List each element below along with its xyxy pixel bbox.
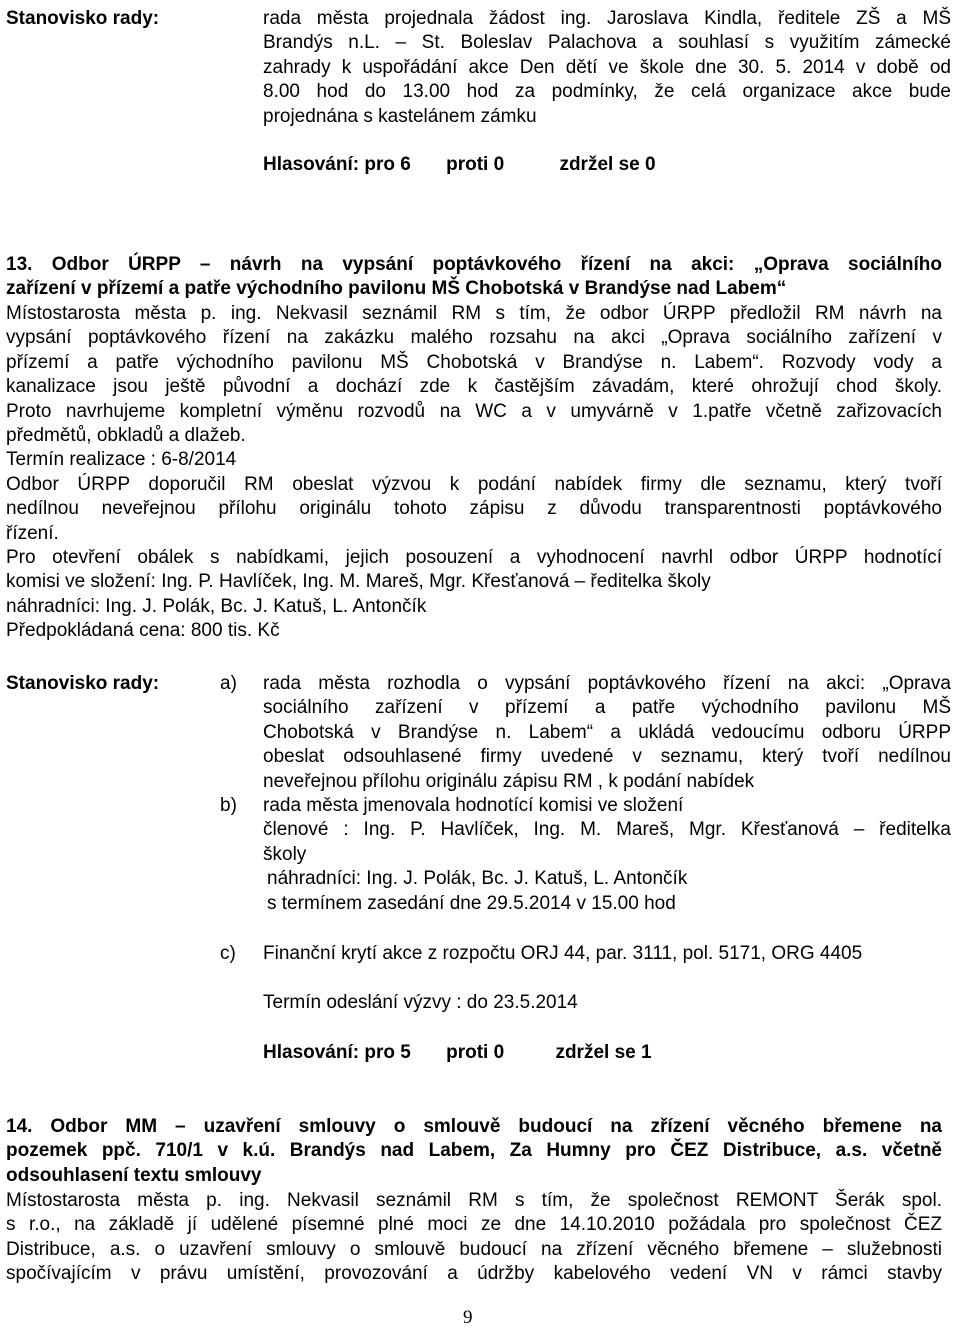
text-line: projednána s kastelánem zámku — [263, 105, 537, 127]
text-line: zahrady k uspořádání akce Den dětí ve škole dne 30. 5. 2014 v době od — [263, 56, 951, 78]
text-line: náhradníci: Ing. J. Polák, Bc. J. Katuš, L. Antončík — [267, 868, 688, 890]
point-b-marker: b) — [220, 795, 237, 816]
text-line: sociálního zařízení v přízemí a patře východního pavilonu MŠ — [263, 697, 951, 719]
text-line: Termín realizace : 6-8/2014 — [6, 449, 237, 471]
stanovisko-text-1 — [263, 7, 951, 129]
text-line: nedílnou neveřejnou přílohu originálu tohoto zápisu z důvodu transparentnosti poptávkového — [6, 498, 942, 520]
text-line: spočívajícím v právu umístění, provozování a údržby kabelového vedení VN v rámci stavby — [6, 1263, 942, 1285]
vote-pro: pro 6 — [364, 154, 411, 175]
text-line: 8.00 hod do 13.00 hod za podmínky, že celá organizace akce bude — [263, 81, 951, 103]
text-line: s r.o., na základě jí udělené písemné plné moci ze dne 14.10.2010 požádala pro společnost ČEZ — [6, 1214, 942, 1236]
item-14-title — [6, 1115, 942, 1188]
title-line: odsouhlasení textu smlouvy — [6, 1164, 262, 1186]
vote-proti: proti 0 — [446, 154, 505, 175]
item-13-body — [6, 302, 942, 644]
text-line: řízení. — [6, 522, 59, 544]
text-line: neveřejnou přílohu originálu zápisu RM , k podání nabídek — [263, 770, 755, 792]
deadline-text: Termín odeslání výzvy : do 23.5.2014 — [263, 992, 578, 1013]
text-line: kanalizace jsou ještě původní a dochází zde k častějším závadám, které ohrožují chod školy. — [6, 376, 942, 398]
title-line: 13. Odbor ÚRPP – návrh na vypsání poptávkového řízení na akci: „Oprava sociálního — [6, 254, 942, 275]
stanovisko-label-2: Stanovisko rady: — [6, 673, 160, 694]
text-line: vypsání poptávkového řízení na zakázku malého rozsahu na akci „Oprava sociálního zařízení v — [6, 327, 942, 349]
text-line: Brandýs n.L. – St. Boleslav Palachova a souhlasí s využitím zámecké — [263, 32, 951, 54]
text-line: přízemí a patře východního pavilonu MŠ Chobotská v Brandýse n. Labem“. Rozvody vody a — [6, 351, 942, 373]
vote-zdrzel: zdržel se 0 — [559, 154, 656, 175]
point-a-marker: a) — [220, 673, 237, 694]
page-number: 9 — [463, 1307, 473, 1328]
item-14-body — [6, 1189, 942, 1287]
text-line: Odbor ÚRPP doporučil RM obeslat výzvou k podání nabídek firmy dle seznamu, který tvoří — [6, 473, 942, 495]
text-line: školy — [263, 843, 307, 865]
text-line: členové : Ing. P. Havlíček, Ing. M. Mareš, Mgr. Křesťanová – ředitelka — [263, 819, 951, 841]
text-line: Místostarosta města p. ing. Nekvasil seznámil RM s tím, že společnost REMONT Šerák spol. — [6, 1190, 942, 1211]
vote-pro: pro 5 — [364, 1042, 411, 1063]
point-c-marker: c) — [220, 943, 236, 964]
point-a-text — [263, 672, 951, 794]
text-line: rada města projednala žádost ing. Jaroslava Kindla, ředitele ZŠ a MŠ — [263, 8, 951, 29]
point-b-text — [263, 794, 951, 916]
stanovisko-label-1: Stanovisko rady: — [6, 8, 160, 29]
text-line: předmětů, obkladů a dlažeb. — [6, 425, 246, 447]
vote-zdrzel: zdržel se 1 — [555, 1042, 652, 1063]
text-line: Distribuce, a.s. o uzavření smlouvy o smlouvě budoucí na zřízení věcného břemene – služebnosti — [6, 1238, 942, 1260]
text-line: Místostarosta města p. ing. Nekvasil seznámil RM s tím, že odbor ÚRPP předložil RM návrh na — [6, 303, 942, 324]
title-line: pozemek ppč. 710/1 v k.ú. Brandýs nad Labem, Za Humny pro ČEZ Distribuce, a.s. včetně — [6, 1140, 942, 1162]
vote-label: Hlasování: — [263, 154, 360, 175]
text-line: komisi ve složení: Ing. P. Havlíček, Ing. M. Mareš, Mgr. Křesťanová – ředitelka školy — [6, 571, 711, 593]
text-line: obeslat odsouhlasené firmy uvedené v seznamu, který tvoří nedílnou — [263, 746, 951, 768]
title-line: 14. Odbor MM – uzavření smlouvy o smlouvě budoucí na zřízení věcného břemene na — [6, 1116, 942, 1137]
vote-1 — [263, 153, 656, 177]
text-line: Proto navrhujeme kompletní výměnu rozvodů na WC a v umyvárně v 1.patře včetně zařizovacích — [6, 400, 942, 422]
text-line: s termínem zasedání dne 29.5.2014 v 15.00 hod — [267, 892, 676, 914]
text-line: rada města rozhodla o vypsání poptávkového řízení na akci: „Oprava — [263, 673, 951, 694]
item-13-title — [6, 253, 942, 302]
title-line: zařízení v přízemí a patře východního pavilonu MŠ Chobotská v Brandýse nad Labem“ — [6, 278, 787, 300]
text-line: Předpokládaná cena: 800 tis. Kč — [6, 620, 280, 642]
vote-label: Hlasování: — [263, 1042, 360, 1063]
text-line: náhradníci: Ing. J. Polák, Bc. J. Katuš, L. Antončík — [6, 595, 427, 617]
vote-proti: proti 0 — [446, 1042, 505, 1063]
text-line: Pro otevření obálek s nabídkami, jejich posouzení a vyhodnocení navrhl odbor ÚRPP hodnotící — [6, 547, 942, 569]
vote-2 — [263, 1041, 652, 1065]
point-c-text: Finanční krytí akce z rozpočtu ORJ 44, par. 3111, pol. 5171, ORG 4405 — [263, 943, 863, 964]
text-line: Chobotská v Brandýse n. Labem“ a ukládá vedoucímu odboru ÚRPP — [263, 721, 951, 743]
text-line: rada města jmenovala hodnotící komisi ve složení — [263, 795, 684, 816]
